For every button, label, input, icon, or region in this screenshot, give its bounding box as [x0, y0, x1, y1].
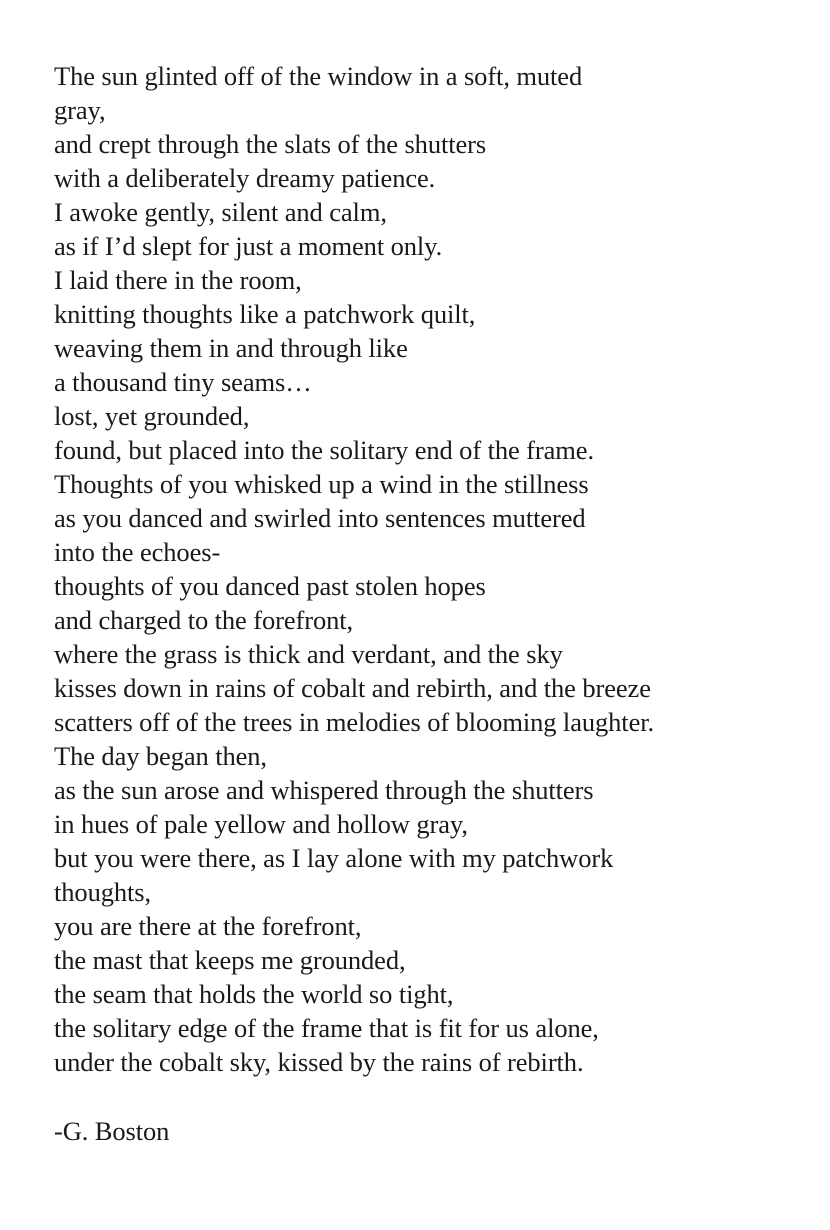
poem-line: scatters off of the trees in melodies of blooming laughter. — [54, 707, 655, 737]
poem-line: I awoke gently, silent and calm, — [54, 197, 387, 227]
poem-body — [54, 59, 824, 1079]
poem-line: and crept through the slats of the shutters — [54, 129, 487, 159]
poem-line: I laid there in the room, — [54, 265, 302, 295]
poem-line: weaving them in and through like — [54, 333, 408, 363]
poem-line: the seam that holds the world so tight, — [54, 979, 454, 1009]
poem-line: The day began then, — [54, 741, 267, 771]
poem-line: thoughts of you danced past stolen hopes — [54, 571, 486, 601]
poem-line: kisses down in rains of cobalt and rebirth, and the breeze — [54, 673, 651, 703]
poem-line: you are there at the forefront, — [54, 911, 362, 941]
poem-line: as you danced and swirled into sentences muttered — [54, 503, 586, 533]
poem-line: where the grass is thick and verdant, and the sky — [54, 639, 563, 669]
poem-line: in hues of pale yellow and hollow gray, — [54, 809, 468, 839]
poem-line: as if I’d slept for just a moment only. — [54, 231, 443, 261]
poem-line: the mast that keeps me grounded, — [54, 945, 406, 975]
poem-line: under the cobalt sky, kissed by the rains of rebirth. — [54, 1047, 584, 1077]
poem-line: but you were there, as I lay alone with my patchwork — [54, 843, 614, 873]
poem-signature: -G. Boston — [54, 1116, 170, 1146]
poem-line: and charged to the forefront, — [54, 605, 354, 635]
poem-line: gray, — [54, 95, 106, 125]
poem-line: thoughts, — [54, 877, 152, 907]
poem-line: the solitary edge of the frame that is fit for us alone, — [54, 1013, 599, 1043]
poem-line: with a deliberately dreamy patience. — [54, 163, 436, 193]
poem-page — [54, 59, 824, 1148]
poem-line: lost, yet grounded, — [54, 401, 250, 431]
poem-line: as the sun arose and whispered through the shutters — [54, 775, 594, 805]
poem-line: found, but placed into the solitary end of the frame. — [54, 435, 594, 465]
poem-line: into the echoes- — [54, 537, 221, 567]
poem-line: knitting thoughts like a patchwork quilt, — [54, 299, 476, 329]
poem-line: The sun glinted off of the window in a soft, muted — [54, 61, 583, 91]
poem-line: Thoughts of you whisked up a wind in the stillness — [54, 469, 589, 499]
poem-line: a thousand tiny seams… — [54, 367, 312, 397]
